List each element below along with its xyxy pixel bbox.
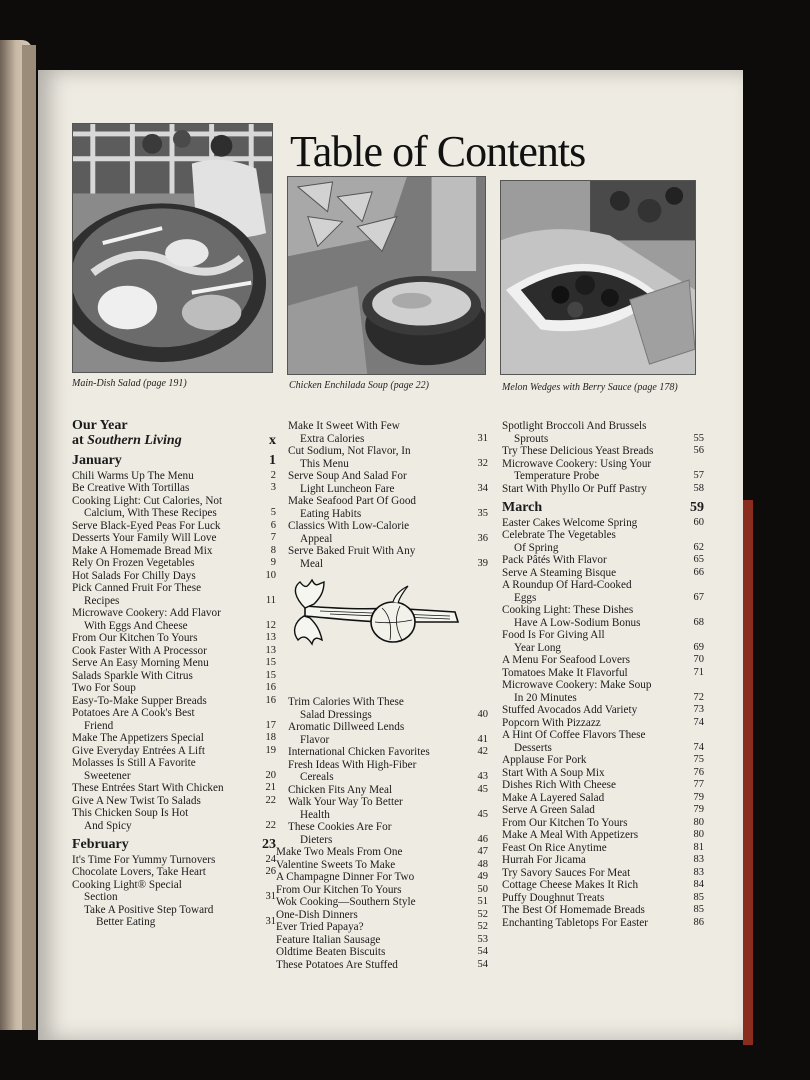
entry-page-number: 16 — [265, 694, 276, 706]
entry-title: From Our Kitchen To Yours — [502, 816, 628, 829]
toc-entry — [72, 570, 276, 583]
entry-title: Applause For Pork — [502, 754, 587, 766]
entry-title: Feast On Rice Anytime — [502, 841, 607, 854]
entry-title: Make The Appetizers Special — [72, 732, 204, 744]
toc-entry — [288, 721, 488, 746]
entry-title-line: Celebrate The Vegetables — [502, 529, 616, 541]
entry-page-number: 85 — [693, 891, 704, 903]
entry-title-line: Pick Canned Fruit For These — [72, 582, 202, 594]
entry-title: Stuffed Avocados Add Variety — [502, 704, 638, 716]
entry-page-number: 11 — [265, 594, 276, 606]
toc-entry — [72, 782, 276, 795]
photo-chicken-enchilada-soup — [287, 176, 486, 375]
toc-entry — [502, 529, 704, 554]
toc-entry — [72, 745, 276, 758]
entry-title-line: Flavor — [300, 733, 330, 746]
toc-entry — [288, 746, 488, 759]
toc-entry — [502, 629, 704, 654]
entry-title-line: Classics With Low-Calorie — [288, 520, 410, 532]
toc-entry — [72, 495, 276, 520]
toc-entry — [288, 821, 488, 846]
month-heading — [72, 839, 276, 852]
toc-entry — [502, 667, 704, 680]
entry-title: Serve An Easy Morning Menu — [72, 657, 209, 669]
entry-title: Desserts Your Family Will Love — [72, 532, 217, 544]
entry-title: It's Time For Yummy Turnovers — [72, 853, 216, 866]
toc-column-1 — [72, 418, 276, 929]
entry-page-number: 67 — [693, 591, 704, 603]
toc-entry — [288, 784, 488, 797]
entry-page-number: 84 — [693, 879, 704, 890]
toc-entry — [72, 557, 276, 570]
toc-entry — [502, 420, 704, 445]
toc-entry — [502, 754, 704, 767]
entry-title: Cook Faster With A Processor — [72, 644, 207, 657]
entry-page-number: 45 — [477, 808, 488, 820]
entry-title: Pack Pâtés With Flavor — [502, 554, 607, 566]
entry-title-line: Cooking Light: Cut Calories, Not — [72, 494, 223, 507]
toc-entry — [502, 917, 704, 930]
entry-page-number: 18 — [265, 732, 276, 743]
entry-title-line: This Menu — [300, 457, 349, 470]
entry-title: Rely On Frozen Vegetables — [72, 557, 195, 569]
entry-page-number: 43 — [477, 771, 488, 782]
entry-page-number: 46 — [477, 833, 488, 845]
toc-entry — [502, 767, 704, 780]
photo-main-dish-salad — [72, 123, 273, 373]
month-title: February — [72, 837, 129, 852]
entry-title: Chocolate Lovers, Take Heart — [72, 866, 206, 878]
entry-page-number: 71 — [693, 666, 704, 678]
entry-title-line: Sweetener — [84, 769, 131, 782]
toc-entry — [72, 682, 276, 695]
entry-title-line: Take A Positive Step Toward — [84, 903, 214, 916]
page-stack-edge — [22, 45, 36, 1030]
entry-page-number: 21 — [265, 782, 276, 793]
entry-title-line: Eggs — [514, 591, 537, 604]
month-heading — [72, 455, 276, 468]
entry-title: Give Everyday Entrées A Lift — [72, 744, 205, 757]
toc-entry — [72, 470, 276, 483]
entry-title-line: Cooking Light® Special — [72, 878, 182, 891]
entry-title: Tomatoes Make It Flavorful — [502, 666, 628, 679]
toc-entry — [288, 696, 488, 721]
toc-entry — [502, 704, 704, 717]
entry-page-number: 31 — [477, 432, 488, 444]
entry-title: Enchanting Tabletops For Easter — [502, 916, 648, 929]
toc-entry — [276, 934, 488, 947]
entry-title: These Entrées Start With Chicken — [72, 782, 224, 794]
toc-entry — [72, 532, 276, 545]
entry-title: Start With A Soup Mix — [502, 766, 605, 779]
toc-entry — [502, 679, 704, 704]
entry-title: A Champagne Dinner For Two — [276, 871, 415, 883]
entry-page-number: 72 — [693, 691, 704, 703]
entry-title: Start With Phyllo Or Puff Pastry — [502, 482, 647, 495]
entry-title: A Menu For Seafood Lovers — [502, 654, 631, 666]
toc-entry — [288, 520, 488, 545]
entry-title-line: Eating Habits — [300, 507, 362, 520]
entry-title-line: Molasses Is Still A Favorite — [72, 757, 196, 769]
entry-title: These Potatoes Are Stuffed — [276, 958, 398, 971]
toc-entry — [72, 520, 276, 533]
month-page: 23 — [262, 837, 276, 852]
entry-title: Hot Salads For Chilly Days — [72, 569, 196, 582]
entry-page-number: 35 — [477, 507, 488, 519]
entry-page-number: 3 — [270, 482, 276, 493]
entry-title-line: Trim Calories With These — [288, 696, 404, 708]
entry-page-number: 68 — [693, 616, 704, 628]
entry-title-line: Make It Sweet With Few — [288, 420, 400, 432]
entry-page-number: 2 — [270, 469, 276, 481]
toc-entry — [502, 792, 704, 805]
entry-title: Puffy Doughnut Treats — [502, 891, 605, 904]
entry-title-line: Appeal — [300, 532, 333, 545]
toc-entry — [288, 495, 488, 520]
entry-page-number: 54 — [477, 946, 488, 957]
entry-page-number: 20 — [265, 769, 276, 781]
page-title: Table of Contents — [290, 127, 586, 176]
entry-page-number: 62 — [693, 541, 704, 553]
toc-entry — [72, 695, 276, 708]
entry-title-line: Walk Your Way To Better — [288, 796, 403, 808]
toc-entry — [72, 482, 276, 495]
entry-page-number: 69 — [693, 641, 704, 653]
toc-entry — [72, 732, 276, 745]
entry-page-number: 80 — [693, 816, 704, 828]
toc-entry — [276, 846, 488, 859]
entry-page-number: 49 — [477, 871, 488, 882]
entry-title: Cottage Cheese Makes It Rich — [502, 879, 639, 891]
entry-title-line: With Eggs And Cheese — [84, 619, 188, 632]
entry-title-line: Recipes — [84, 594, 120, 607]
entry-title-line: Cereals — [300, 771, 334, 783]
entry-title-line: Desserts — [514, 741, 552, 754]
entry-page-number: 15 — [265, 657, 276, 668]
toc-entry — [502, 879, 704, 892]
toc-entry — [72, 670, 276, 683]
entry-page-number: 80 — [693, 829, 704, 840]
entry-page-number: 13 — [265, 632, 276, 643]
entry-title-line: Dieters — [300, 833, 333, 846]
toc-entry — [288, 445, 488, 470]
entry-page-number: 51 — [477, 896, 488, 907]
entry-title: From Our Kitchen To Yours — [276, 883, 402, 896]
entry-title-line: These Cookies Are For — [288, 821, 392, 833]
toc-entry — [72, 879, 276, 904]
entry-page-number: 65 — [693, 554, 704, 565]
toc-entry — [288, 545, 488, 570]
entry-page-number: 73 — [693, 704, 704, 715]
photo-caption: Chicken Enchilada Soup (page 22) — [289, 380, 429, 391]
entry-title-line: Health — [300, 808, 330, 821]
toc-entry — [72, 757, 276, 782]
toc-entry — [502, 517, 704, 530]
entry-title: From Our Kitchen To Yours — [72, 632, 198, 644]
entry-title-line: Meal — [300, 557, 323, 570]
photo-caption: Melon Wedges with Berry Sauce (page 178) — [502, 382, 678, 393]
entry-title: Make A Layered Salad — [502, 791, 605, 804]
toc-entry — [502, 867, 704, 880]
entry-title-line: Spotlight Broccoli And Brussels — [502, 420, 647, 432]
entry-title-line: A Hint Of Coffee Flavors These — [502, 729, 646, 741]
toc-entry — [72, 632, 276, 645]
toc-entry — [502, 567, 704, 580]
entry-title-line: Aromatic Dillweed Lends — [288, 721, 405, 733]
entry-page-number: 48 — [477, 858, 488, 870]
entry-page-number: 41 — [477, 733, 488, 745]
entry-page-number: 55 — [693, 432, 704, 444]
entry-page-number: 16 — [265, 682, 276, 693]
entry-title-line: Light Luncheon Fare — [300, 482, 395, 495]
entry-page-number: 58 — [693, 482, 704, 494]
toc-entry — [276, 946, 488, 959]
toc-entry — [72, 582, 276, 607]
toc-entry — [502, 729, 704, 754]
entry-title-line: Better Eating — [96, 916, 156, 928]
toc-entry — [502, 654, 704, 667]
toc-entry — [276, 909, 488, 922]
toc-entry — [502, 483, 704, 496]
toc-entry — [502, 817, 704, 830]
entry-title-line: Calcium, With These Recipes — [84, 507, 217, 519]
toc-entry — [72, 645, 276, 658]
entry-page-number: 7 — [270, 532, 276, 543]
entry-title: Wok Cooking—Southern Style — [276, 896, 416, 908]
toc-entry — [502, 779, 704, 792]
entry-page-number: 13 — [265, 644, 276, 656]
entry-page-number: 34 — [477, 482, 488, 494]
toc-entry — [72, 657, 276, 670]
toc-column-3 — [502, 420, 704, 929]
toc-entry — [502, 892, 704, 905]
entry-page-number: 32 — [477, 457, 488, 469]
toc-entry — [276, 884, 488, 897]
entry-page-number: 5 — [270, 507, 276, 518]
entry-page-number: 9 — [270, 557, 276, 568]
entry-title-line: Friend — [84, 719, 114, 732]
entry-title: Give A New Twist To Salads — [72, 794, 201, 807]
entry-title-line: Section — [84, 891, 118, 903]
photo-melon-berry-sauce — [500, 180, 696, 375]
entry-page-number: 56 — [693, 445, 704, 456]
entry-page-number: 45 — [477, 783, 488, 795]
entry-page-number: 70 — [693, 654, 704, 665]
entry-title-line: Have A Low-Sodium Bonus — [514, 616, 641, 629]
entry-page-number: 39 — [477, 557, 488, 569]
entry-title: Serve A Green Salad — [502, 804, 595, 816]
entry-page-number: 60 — [693, 516, 704, 528]
intro-heading: Our Year at Southern Living x — [72, 418, 276, 448]
toc-entry — [72, 866, 276, 879]
entry-page-number: 66 — [693, 566, 704, 578]
entry-title: Valentine Sweets To Make — [276, 858, 396, 871]
entry-page-number: 17 — [265, 719, 276, 731]
entry-page-number: 57 — [693, 470, 704, 481]
entry-page-number: 26 — [265, 866, 276, 877]
toc-entry — [288, 420, 488, 445]
intro-page: x — [269, 433, 276, 448]
entry-title-line: Microwave Cookery: Make Soup — [502, 679, 652, 691]
month-page: 59 — [690, 500, 704, 515]
toc-entry — [72, 545, 276, 558]
toc-entry — [502, 579, 704, 604]
entry-title: Hurrah For Jicama — [502, 854, 586, 866]
toc-entry — [72, 904, 276, 929]
toc-entry — [276, 896, 488, 909]
entry-page-number: 8 — [270, 544, 276, 556]
entry-page-number: 77 — [693, 779, 704, 790]
entry-page-number: 83 — [693, 866, 704, 878]
entry-page-number: 74 — [693, 716, 704, 728]
entry-title: Be Creative With Tortillas — [72, 482, 190, 494]
entry-page-number: 6 — [270, 519, 276, 531]
entry-page-number: 52 — [477, 908, 488, 920]
entry-page-number: 15 — [265, 669, 276, 681]
book-cover-edge — [743, 500, 753, 1045]
entry-page-number: 36 — [477, 532, 488, 544]
entry-title: Salads Sparkle With Citrus — [72, 669, 193, 682]
toc-entry — [72, 807, 276, 832]
month-page: 1 — [269, 453, 276, 468]
entry-title-line: Serve Soup And Salad For — [288, 470, 407, 482]
entry-title: Serve A Steaming Bisque — [502, 566, 617, 579]
toc-entry — [502, 804, 704, 817]
entry-page-number: 22 — [265, 819, 276, 831]
entry-title-line: And Spicy — [84, 819, 132, 832]
toc-entry — [502, 445, 704, 458]
entry-title-line: Make Seafood Part Of Good — [288, 495, 417, 507]
toc-entry — [502, 717, 704, 730]
entry-title: Make A Homemade Bread Mix — [72, 544, 213, 557]
entry-title: Chili Warms Up The Menu — [72, 469, 194, 482]
entry-title-line: Potatoes Are A Cook's Best — [72, 707, 195, 719]
toc-entry — [502, 829, 704, 842]
entry-title-line: Of Spring — [514, 541, 559, 554]
toc-entry — [276, 959, 488, 972]
toc-entry — [72, 707, 276, 732]
entry-title: Make A Meal With Appetizers — [502, 829, 639, 841]
toc-entry — [276, 921, 488, 934]
toc-entry — [288, 796, 488, 821]
entry-page-number: 86 — [693, 916, 704, 928]
entry-title: One-Dish Dinners — [276, 908, 358, 921]
entry-page-number: 54 — [477, 958, 488, 970]
entry-page-number: 83 — [693, 854, 704, 865]
celery-onion-illustration — [290, 578, 462, 650]
entry-title: Easy-To-Make Supper Breads — [72, 694, 207, 707]
entry-page-number: 40 — [477, 708, 488, 720]
entry-title-line: Cut Sodium, Not Flavor, In — [288, 445, 411, 457]
toc-entry — [72, 607, 276, 632]
entry-page-number: 53 — [477, 933, 488, 945]
entry-title: Two For Soup — [72, 682, 136, 694]
month-heading — [502, 502, 704, 515]
entry-title-line: Sprouts — [514, 432, 549, 445]
entry-title: Oldtime Beaten Biscuits — [276, 946, 386, 958]
entry-title-line: Temperature Probe — [514, 470, 600, 482]
toc-entry — [288, 759, 488, 784]
entry-title: The Best Of Homemade Breads — [502, 904, 645, 916]
entry-title: Ever Tried Papaya? — [276, 921, 364, 933]
entry-title: Easter Cakes Welcome Spring — [502, 516, 638, 529]
toc-entry — [502, 854, 704, 867]
entry-page-number: 22 — [265, 794, 276, 806]
toc-entry — [72, 854, 276, 867]
entry-title-line: Microwave Cookery: Using Your — [502, 457, 652, 470]
entry-page-number: 79 — [693, 791, 704, 803]
toc-entry — [276, 859, 488, 872]
entry-page-number: 52 — [477, 921, 488, 932]
entry-page-number: 74 — [693, 741, 704, 753]
entry-page-number: 79 — [693, 804, 704, 815]
entry-page-number: 85 — [693, 904, 704, 915]
toc-entry — [72, 795, 276, 808]
entry-title: Try These Delicious Yeast Breads — [502, 445, 654, 457]
entry-title: Popcorn With Pizzazz — [502, 716, 601, 729]
entry-title-line: Year Long — [514, 641, 562, 654]
toc-entry — [276, 871, 488, 884]
entry-page-number: 31 — [265, 916, 276, 927]
entry-page-number: 50 — [477, 883, 488, 895]
entry-title: Try Savory Sauces For Meat — [502, 866, 631, 879]
entry-page-number: 31 — [265, 891, 276, 902]
entry-page-number: 42 — [477, 746, 488, 757]
entry-page-number: 24 — [265, 853, 276, 865]
entry-page-number: 75 — [693, 754, 704, 765]
toc-entry — [288, 470, 488, 495]
toc-column-2 — [276, 420, 488, 971]
toc-entry — [502, 458, 704, 483]
entry-page-number: 10 — [265, 569, 276, 581]
entry-page-number: 12 — [265, 619, 276, 631]
entry-title-line: Microwave Cookery: Add Flavor — [72, 607, 221, 619]
toc-entry — [502, 904, 704, 917]
month-title: January — [72, 453, 122, 468]
entry-title: Serve Black-Eyed Peas For Luck — [72, 519, 221, 532]
toc-entry — [502, 604, 704, 629]
entry-title-line: Extra Calories — [300, 432, 365, 445]
entry-title-line: Food Is For Giving All — [502, 629, 605, 641]
entry-page-number: 47 — [477, 846, 488, 857]
toc-entry — [502, 842, 704, 855]
entry-title: International Chicken Favorites — [288, 746, 430, 758]
entry-title-line: Fresh Ideas With High-Fiber — [288, 758, 417, 771]
entry-title-line: Cooking Light: These Dishes — [502, 604, 634, 616]
entry-title: Chicken Fits Any Meal — [288, 783, 393, 796]
entry-title-line: A Roundup Of Hard-Cooked — [502, 579, 632, 591]
photo-caption: Main-Dish Salad (page 191) — [72, 378, 187, 389]
entry-title: Make Two Meals From One — [276, 846, 403, 858]
entry-page-number: 76 — [693, 766, 704, 778]
entry-page-number: 81 — [693, 841, 704, 853]
entry-title-line: Serve Baked Fruit With Any — [288, 545, 416, 557]
entry-title-line: This Chicken Soup Is Hot — [72, 807, 189, 819]
month-title: March — [502, 500, 543, 515]
entry-title-line: Salad Dressings — [300, 708, 372, 721]
entry-title-line: In 20 Minutes — [514, 691, 577, 704]
entry-page-number: 19 — [265, 744, 276, 756]
entry-title: Dishes Rich With Cheese — [502, 779, 616, 791]
entry-title: Feature Italian Sausage — [276, 933, 381, 946]
toc-entry — [502, 554, 704, 567]
